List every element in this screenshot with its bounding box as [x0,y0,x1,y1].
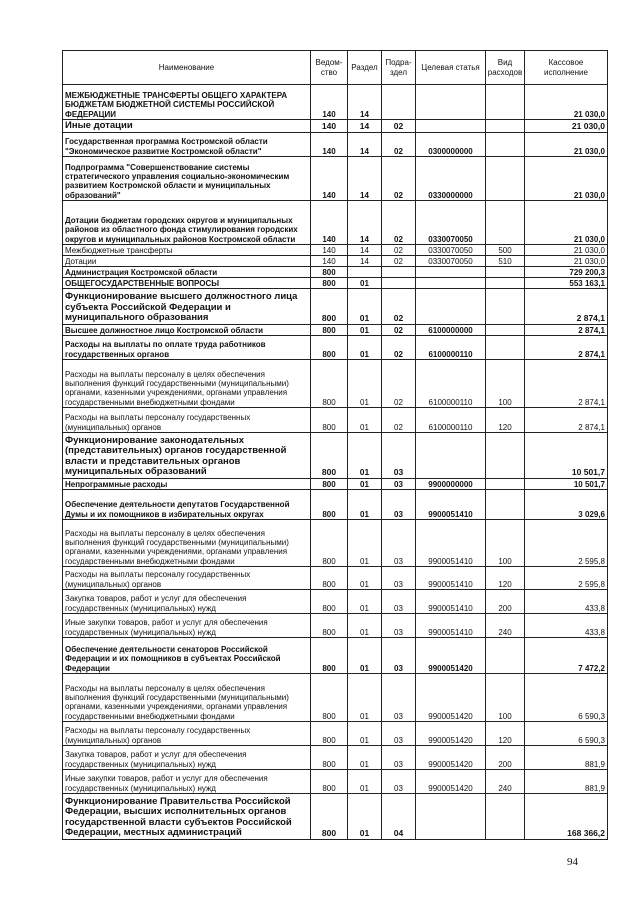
cell-vedomstvo: 800 [311,638,348,674]
cell-vedomstvo: 800 [311,325,348,336]
cell-vedomstvo: 800 [311,794,348,840]
cell-amount: 21 030,0 [525,245,608,256]
cell-amount: 2 874,1 [525,336,608,360]
cell-vid: 240 [486,770,525,794]
cell-razdel: 14 [348,256,382,267]
cell-name: Высшее должностное лицо Костромской области [63,325,311,336]
cell-vid: 100 [486,674,525,722]
cell-statya: 9900051420 [416,746,486,770]
cell-vid [486,157,525,201]
cell-razdel: 01 [348,794,382,840]
cell-amount: 7 472,2 [525,638,608,674]
table-row [63,278,608,289]
cell-vid: 200 [486,590,525,614]
cell-vid [486,120,525,133]
cell-podrazdel: 02 [382,336,416,360]
cell-vedomstvo: 800 [311,614,348,638]
table-body [63,85,608,840]
cell-amount: 2 874,1 [525,360,608,408]
cell-amount: 6 590,3 [525,674,608,722]
table-row [63,133,608,157]
cell-statya [416,433,486,479]
table-row [63,490,608,520]
cell-podrazdel: 03 [382,614,416,638]
cell-razdel: 01 [348,590,382,614]
table-row [63,590,608,614]
cell-statya: 9900051420 [416,722,486,746]
cell-vid [486,490,525,520]
cell-razdel: 01 [348,433,382,479]
table-row [63,336,608,360]
cell-podrazdel: 02 [382,256,416,267]
table-row [63,245,608,256]
cell-name: Расходы на выплаты персоналу в целях обеспечения выполнения функций государственными (муниципальными) органами, казенными учреждениями, органами управления государственными внебюджетными фондами [63,360,311,408]
cell-statya: 6100000000 [416,325,486,336]
cell-name: Непрограммные расходы [63,479,311,490]
cell-vid [486,325,525,336]
cell-razdel: 01 [348,289,382,325]
cell-amount: 21 030,0 [525,133,608,157]
table-row [63,289,608,325]
cell-name: Расходы на выплаты персоналу в целях обеспечения выполнения функций государственными (муниципальными) органами, казенными учреждениями, органами управления государственными внебюджетными фондами [63,520,311,567]
cell-podrazdel: 02 [382,289,416,325]
cell-name: Расходы на выплаты персоналу в целях обеспечения выполнения функций государственными (муниципальными) органами, казенными учреждениями, органами управления государственными внебюджетными фондами [63,674,311,722]
cell-amount: 2 874,1 [525,325,608,336]
cell-amount: 3 029,6 [525,490,608,520]
cell-name: Расходы на выплаты персоналу государственных (муниципальных) органов [63,722,311,746]
cell-vedomstvo: 800 [311,770,348,794]
cell-statya: 0330070050 [416,256,486,267]
cell-amount: 881,9 [525,746,608,770]
cell-razdel [348,267,382,278]
cell-statya: 9900051420 [416,674,486,722]
table-row [63,85,608,120]
cell-vedomstvo: 800 [311,674,348,722]
cell-statya: 6100000110 [416,360,486,408]
cell-vid: 240 [486,614,525,638]
cell-statya: 9900051410 [416,567,486,590]
cell-razdel: 01 [348,408,382,433]
cell-amount: 433,8 [525,614,608,638]
table-row [63,770,608,794]
cell-vid: 120 [486,722,525,746]
cell-name: Расходы на выплаты персоналу государственных (муниципальных) органов [63,408,311,433]
table-row [63,638,608,674]
cell-podrazdel: 02 [382,408,416,433]
cell-statya: 6100000110 [416,336,486,360]
header-amount: Кассовое исполнение [525,51,608,85]
cell-podrazdel: 02 [382,201,416,245]
cell-name: Подпрограмма "Совершенствование системы стратегического управления социально-экономическим развитием Костромской области и муниципальных образований" [63,157,311,201]
cell-name: Функционирование Правительства Российской Федерации, высших исполнительных органов государственной власти субъектов Российской Федерации, местных администраций [63,794,311,840]
cell-podrazdel: 02 [382,325,416,336]
table-row [63,674,608,722]
cell-vid [486,433,525,479]
header-name: Наименование [63,51,311,85]
cell-statya: 0330000000 [416,157,486,201]
cell-razdel: 01 [348,325,382,336]
cell-razdel: 01 [348,490,382,520]
cell-name: Иные дотации [63,120,311,133]
cell-razdel: 01 [348,567,382,590]
cell-amount: 881,9 [525,770,608,794]
cell-vid [486,638,525,674]
cell-name: Расходы на выплаты персоналу государственных (муниципальных) органов [63,567,311,590]
cell-razdel: 01 [348,278,382,289]
cell-vedomstvo: 140 [311,157,348,201]
cell-vedomstvo: 800 [311,433,348,479]
cell-amount: 6 590,3 [525,722,608,746]
cell-statya [416,267,486,278]
cell-name: Расходы на выплаты по оплате труда работников государственных органов [63,336,311,360]
header-statya: Целевая статья [416,51,486,85]
cell-statya [416,85,486,120]
cell-podrazdel: 03 [382,722,416,746]
cell-podrazdel: 03 [382,479,416,490]
cell-name: Иные закупки товаров, работ и услуг для обеспечения государственных (муниципальных) нужд [63,770,311,794]
cell-vedomstvo: 800 [311,408,348,433]
cell-podrazdel: 03 [382,433,416,479]
cell-vedomstvo: 800 [311,520,348,567]
cell-vid [486,278,525,289]
cell-name: Дотации [63,256,311,267]
cell-vedomstvo: 800 [311,490,348,520]
cell-statya: 0330070050 [416,201,486,245]
cell-podrazdel: 02 [382,157,416,201]
table-row [63,746,608,770]
cell-vid [486,336,525,360]
cell-name: Закупка товаров, работ и услуг для обеспечения государственных (муниципальных) нужд [63,590,311,614]
cell-vid [486,479,525,490]
table-row [63,325,608,336]
header-razdel: Раздел [348,51,382,85]
table-row [63,567,608,590]
table-row [63,794,608,840]
table-header-row [63,51,608,85]
cell-statya: 9900000000 [416,479,486,490]
cell-podrazdel: 03 [382,567,416,590]
cell-podrazdel: 03 [382,746,416,770]
cell-vid: 120 [486,408,525,433]
cell-statya: 9900051410 [416,520,486,567]
cell-razdel: 14 [348,85,382,120]
cell-amount: 10 501,7 [525,433,608,479]
cell-name: МЕЖБЮДЖЕТНЫЕ ТРАНСФЕРТЫ ОБЩЕГО ХАРАКТЕРА БЮДЖЕТАМ БЮДЖЕТНОЙ СИСТЕМЫ РОССИЙСКОЙ ФЕДЕРАЦИИ [63,85,311,120]
cell-statya [416,794,486,840]
cell-vedomstvo: 800 [311,336,348,360]
cell-razdel: 14 [348,133,382,157]
cell-name: Дотации бюджетам городских округов и муниципальных районов из областного фонда стимулирования городских округов и муниципальных районов Костромской области [63,201,311,245]
cell-vid: 500 [486,245,525,256]
cell-name: Иные закупки товаров, работ и услуг для обеспечения государственных (муниципальных) нужд [63,614,311,638]
cell-vid: 100 [486,520,525,567]
cell-amount: 433,8 [525,590,608,614]
table-row [63,722,608,746]
budget-table [62,50,608,840]
table-row [63,256,608,267]
cell-amount: 2 874,1 [525,289,608,325]
cell-razdel: 01 [348,614,382,638]
cell-razdel: 14 [348,201,382,245]
cell-vedomstvo: 800 [311,278,348,289]
cell-podrazdel: 03 [382,520,416,567]
cell-amount: 21 030,0 [525,256,608,267]
cell-name: Обеспечение деятельности сенаторов Российской Федерации и их помощников в субъектах Российской Федерации [63,638,311,674]
cell-vid: 120 [486,567,525,590]
cell-vedomstvo: 800 [311,479,348,490]
cell-razdel: 01 [348,722,382,746]
table-row [63,614,608,638]
cell-vid [486,85,525,120]
cell-amount: 2 874,1 [525,408,608,433]
cell-vedomstvo: 800 [311,360,348,408]
cell-razdel: 01 [348,360,382,408]
cell-name: Межбюджетные трансферты [63,245,311,256]
cell-podrazdel [382,278,416,289]
cell-vedomstvo: 800 [311,567,348,590]
cell-amount: 21 030,0 [525,201,608,245]
cell-razdel: 14 [348,245,382,256]
cell-amount: 10 501,7 [525,479,608,490]
cell-vedomstvo: 140 [311,133,348,157]
cell-razdel: 14 [348,120,382,133]
cell-vedomstvo: 800 [311,590,348,614]
table-row [63,360,608,408]
cell-vid: 200 [486,746,525,770]
cell-statya: 0330070050 [416,245,486,256]
cell-vid: 510 [486,256,525,267]
cell-statya: 9900051420 [416,638,486,674]
cell-vedomstvo: 140 [311,256,348,267]
cell-amount: 2 595,8 [525,567,608,590]
cell-podrazdel: 02 [382,245,416,256]
cell-amount: 21 030,0 [525,157,608,201]
cell-podrazdel: 02 [382,133,416,157]
cell-vid [486,133,525,157]
cell-razdel: 01 [348,674,382,722]
cell-podrazdel: 02 [382,120,416,133]
cell-statya [416,120,486,133]
cell-podrazdel [382,267,416,278]
cell-name: Закупка товаров, работ и услуг для обеспечения государственных (муниципальных) нужд [63,746,311,770]
cell-razdel: 01 [348,638,382,674]
cell-razdel: 01 [348,520,382,567]
cell-podrazdel: 03 [382,674,416,722]
cell-vid [486,267,525,278]
cell-podrazdel: 02 [382,360,416,408]
header-vid: Вид расходов [486,51,525,85]
cell-vedomstvo: 140 [311,245,348,256]
cell-vid [486,289,525,325]
page-number: 94 [567,856,578,868]
cell-vedomstvo: 800 [311,289,348,325]
cell-amount: 21 030,0 [525,120,608,133]
cell-razdel: 01 [348,770,382,794]
cell-statya: 9900051410 [416,614,486,638]
table-row [63,267,608,278]
cell-amount: 2 595,8 [525,520,608,567]
cell-amount: 729 200,3 [525,267,608,278]
cell-podrazdel: 03 [382,490,416,520]
cell-statya: 0300000000 [416,133,486,157]
cell-name: Обеспечение деятельности депутатов Государственной Думы и их помощников в избирательных округах [63,490,311,520]
cell-vedomstvo: 140 [311,120,348,133]
cell-razdel: 14 [348,157,382,201]
cell-statya: 9900051420 [416,770,486,794]
cell-razdel: 01 [348,479,382,490]
table-row [63,479,608,490]
header-vedomstvo: Ведом-ство [311,51,348,85]
cell-statya [416,289,486,325]
cell-statya [416,278,486,289]
table-row [63,120,608,133]
cell-podrazdel: 03 [382,638,416,674]
cell-name: ОБЩЕГОСУДАРСТВЕННЫЕ ВОПРОСЫ [63,278,311,289]
cell-name: Государственная программа Костромской области "Экономическое развитие Костромской области" [63,133,311,157]
cell-vid: 100 [486,360,525,408]
cell-amount: 553 163,1 [525,278,608,289]
cell-vedomstvo: 140 [311,85,348,120]
table-row [63,433,608,479]
table-row [63,520,608,567]
cell-vedomstvo: 800 [311,722,348,746]
cell-name: Функционирование высшего должностного лица субъекта Российской Федерации и муниципального образования [63,289,311,325]
table-row [63,201,608,245]
cell-name: Функционирование законодательных (представительных) органов государственной власти и представительных органов муниципальных образований [63,433,311,479]
cell-statya: 9900051410 [416,490,486,520]
cell-statya: 6100000110 [416,408,486,433]
cell-name: Администрация Костромской области [63,267,311,278]
header-podrazdel: Подра-здел [382,51,416,85]
cell-razdel: 01 [348,336,382,360]
cell-amount: 168 366,2 [525,794,608,840]
cell-razdel: 01 [348,746,382,770]
cell-podrazdel [382,85,416,120]
cell-statya: 9900051410 [416,590,486,614]
table-row [63,157,608,201]
cell-amount: 21 030,0 [525,85,608,120]
cell-podrazdel: 03 [382,590,416,614]
cell-vid [486,201,525,245]
cell-podrazdel: 04 [382,794,416,840]
cell-vedomstvo: 140 [311,201,348,245]
cell-vid [486,794,525,840]
cell-vedomstvo: 800 [311,746,348,770]
cell-podrazdel: 03 [382,770,416,794]
cell-vedomstvo: 800 [311,267,348,278]
table-row [63,408,608,433]
